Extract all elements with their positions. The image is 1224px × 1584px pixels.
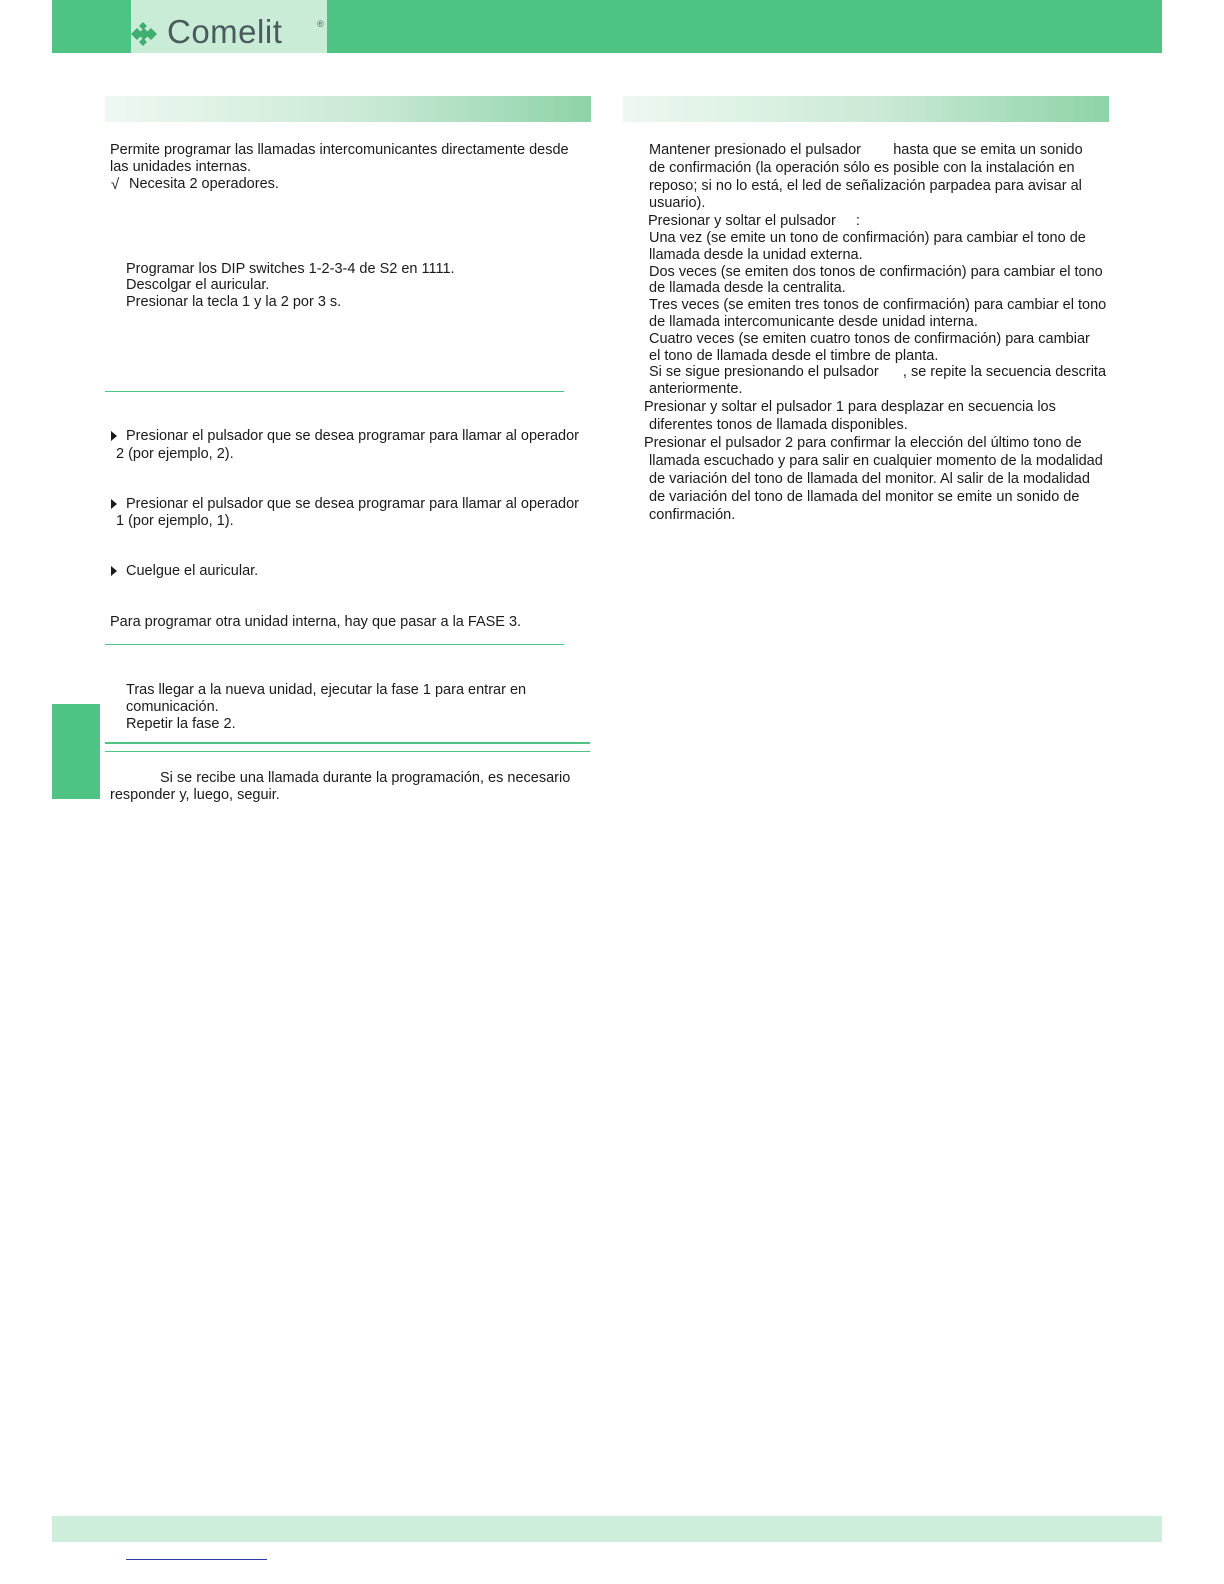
bullet-arrow-icon <box>111 566 117 576</box>
p9-line-2: llamada escuchado y para salir en cualquier momento de la modalidad <box>649 453 1103 469</box>
p8-line-2: diferentes tonos de llamada disponibles. <box>649 417 908 433</box>
p4-line-1: Dos veces (se emiten dos tonos de confirmación) para cambiar el tono <box>649 264 1103 280</box>
note-rule-bottom <box>105 751 590 752</box>
step1-line-2: 2 (por ejemplo, 2). <box>116 446 234 462</box>
phase3-line-1: Tras llegar a la nueva unidad, ejecutar la fase 1 para entrar en <box>126 682 527 698</box>
note-rule-top <box>105 742 590 744</box>
phase1-line-1: Programar los DIP switches 1-2-3-4 de S2 en 1111. <box>126 261 455 277</box>
step3-line-1: Cuelgue el auricular. <box>126 563 259 579</box>
phase1-line-3: Presionar la tecla 1 y la 2 por 3 s. <box>126 294 342 310</box>
p9-line-4: de variación del tono de llamada del monitor se emite un sonido de <box>649 489 1080 505</box>
p5-line-1: Tres veces (se emiten tres tonos de confirmación) para cambiar el tono <box>649 297 1107 313</box>
left-section-heading-bar <box>105 96 591 122</box>
phase2-note: Para programar otra unidad interna, hay que pasar a la FASE 3. <box>110 614 522 630</box>
p1-line-1: Mantener presionado el pulsador hasta que se emita un sonido <box>649 142 1083 158</box>
registered-mark: ® <box>317 19 324 29</box>
step2-line-1: Presionar el pulsador que se desea programar para llamar al operador <box>126 496 579 512</box>
intro-line-1: Permite programar las llamadas intercomunicantes directamente desde <box>110 142 569 158</box>
p8-line-1: Presionar y soltar el pulsador 1 para desplazar en secuencia los <box>644 399 1056 415</box>
right-section-heading-bar <box>623 96 1109 122</box>
p2-line-1: Presionar y soltar el pulsador : <box>648 213 860 229</box>
p7-line-2: anteriormente. <box>649 381 743 397</box>
p9-line-5: confirmación. <box>649 507 736 523</box>
p6-line-2: el tono de llamada desde el timbre de planta. <box>649 348 939 364</box>
intro-line-2: las unidades internas. <box>110 159 252 175</box>
p3-line-2: llamada desde la unidad externa. <box>649 247 863 263</box>
note-line-2: responder y, luego, seguir. <box>110 787 280 803</box>
p5-line-2: de llamada intercomunicante desde unidad interna. <box>649 314 978 330</box>
side-section-tab <box>52 704 100 799</box>
phase3-line-2: comunicación. <box>126 699 219 715</box>
logo-mark-icon <box>131 22 165 46</box>
footer-bar <box>52 1516 1162 1542</box>
brand-logo <box>131 0 327 53</box>
p1-line-4: usuario). <box>649 195 706 211</box>
p9-line-1: Presionar el pulsador 2 para confirmar la elección del último tono de <box>644 435 1082 451</box>
phase1-line-2: Descolgar el auricular. <box>126 277 270 293</box>
bullet-arrow-icon <box>111 431 117 441</box>
p7-line-1: Si se sigue presionando el pulsador , se repite la secuencia descrita <box>649 364 1107 380</box>
check-icon: √ <box>111 176 120 193</box>
p3-line-1: Una vez (se emite un tono de confirmación) para cambiar el tono de <box>649 230 1086 246</box>
check-text: Necesita 2 operadores. <box>129 176 279 192</box>
p1-line-2: de confirmación (la operación sólo es posible con la instalación en <box>649 160 1075 176</box>
p4-line-2: de llamada desde la centralita. <box>649 280 846 296</box>
step1-line-1: Presionar el pulsador que se desea programar para llamar al operador <box>126 428 579 444</box>
divider <box>105 391 564 392</box>
step2-line-2: 1 (por ejemplo, 1). <box>116 513 234 529</box>
p6-line-1: Cuatro veces (se emiten cuatro tonos de confirmación) para cambiar <box>649 331 1090 347</box>
footer-rule <box>126 1559 267 1560</box>
divider <box>105 644 564 645</box>
bullet-arrow-icon <box>111 499 117 509</box>
brand-name: Comelit <box>167 13 283 50</box>
p1-line-3: reposo; si no lo está, el led de señalización parpadea para avisar al <box>649 178 1082 194</box>
phase3-line-3: Repetir la fase 2. <box>126 716 236 732</box>
p9-line-3: de variación del tono de llamada del monitor. Al salir de la modalidad <box>649 471 1090 487</box>
note-line-1: Si se recibe una llamada durante la programación, es necesario <box>160 770 571 786</box>
